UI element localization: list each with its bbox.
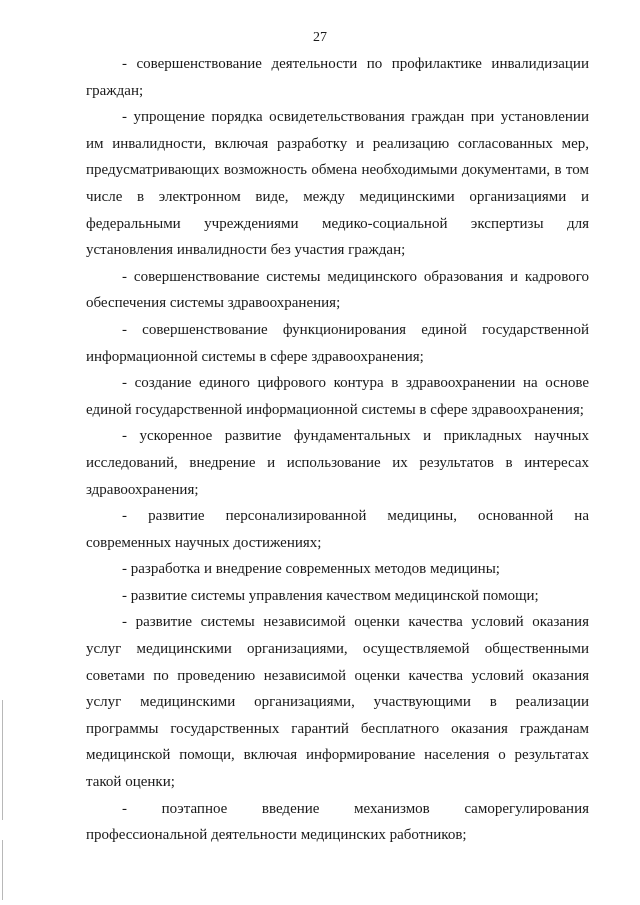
paragraph-2: - упрощение порядка освидетельствования граждан при установлении им инвалидности, включая разработку и реализацию согласованных мер, предусматривающих возможность обмена необходимыми документами, в том числе в электронном виде, между медицинскими организациями и федеральными учреждениями медико-социальной экспертизы для установления инвалидности без участия граждан;: [86, 109, 589, 259]
scan-margin-mark: [2, 840, 3, 900]
page-number: 27: [313, 30, 327, 45]
paragraph-4: - совершенствование функционирования единой государственной информационной системы в сфере здравоохранения;: [86, 321, 589, 365]
paragraph-10: - развитие системы независимой оценки качества условий оказания услуг медицинскими организациями, осуществляемой общественными советами по проведению независимой оценки качества условий оказания услуг медицинскими организациями, участвующими в реализации программы государственных гарантий бесплатного оказания гражданам медицинской помощи, включая информирование населения о результатах такой оценки;: [86, 614, 589, 791]
paragraph-7: - развитие персонализированной медицины, основанной на современных научных достижениях;: [86, 508, 589, 551]
scan-margin-mark: [2, 700, 3, 820]
paragraph-9: - развитие системы управления качеством медицинской помощи;: [122, 587, 539, 604]
paragraph-8: - разработка и внедрение современных методов медицины;: [122, 561, 500, 578]
paragraph-1: - совершенствование деятельности по профилактике инвалидизации граждан;: [86, 56, 589, 99]
paragraph-3: - совершенствование системы медицинского образования и кадрового обеспечения системы здравоохранения;: [86, 268, 589, 312]
paragraph-11: - поэтапное введение механизмов саморегулирования профессиональной деятельности медицинских работников;: [86, 800, 589, 844]
paragraph-5: - создание единого цифрового контура в здравоохранении на основе единой государственной информационной системы в сфере здравоохранения;: [86, 375, 589, 418]
document-body: [86, 51, 589, 849]
paragraph-6: - ускоренное развитие фундаментальных и прикладных научных исследований, внедрение и использование их результатов в интересах здравоохранения;: [86, 428, 589, 498]
